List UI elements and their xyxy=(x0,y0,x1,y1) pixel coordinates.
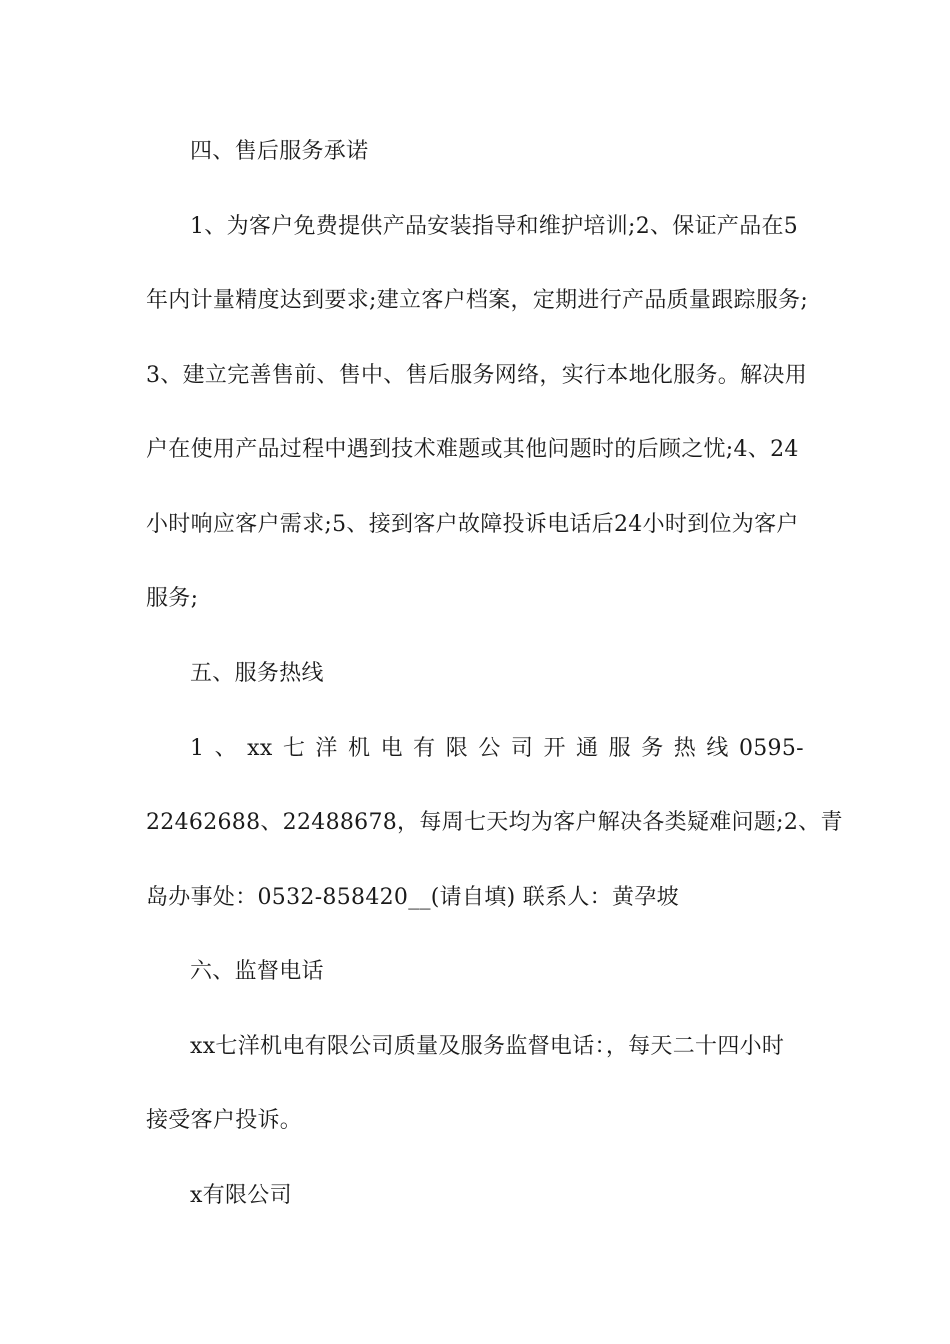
word: 、 xyxy=(214,736,237,761)
word: 电 xyxy=(380,736,403,761)
section-heading-supervision: 六、监督电话 xyxy=(190,959,324,984)
paragraph-line: 22462688、22488678，每周七天均为客户解决各类疑难问题;2、青 xyxy=(146,810,843,835)
paragraph-line: 户在使用产品过程中遇到技术难题或其他问题时的后顾之忧;4、24 xyxy=(146,437,799,462)
word: 线 xyxy=(706,736,729,761)
paragraph-line: 小时响应客户需求;5、接到客户故障投诉电话后24小时到位为客户 xyxy=(146,512,799,537)
word: 司 xyxy=(510,736,534,761)
paragraph-line: 岛办事处：0532-858420__(请自填) 联系人：黄孕坡 xyxy=(146,885,679,910)
word: 开 xyxy=(543,736,566,761)
word: 洋 xyxy=(315,736,338,761)
word: 通 xyxy=(576,736,599,761)
hotline-justified-line xyxy=(190,734,804,764)
paragraph-line: 1、为客户免费提供产品安装指导和维护培训;2、保证产品在5 xyxy=(190,214,799,239)
word: 有 xyxy=(413,736,436,761)
word: 0595- xyxy=(738,736,804,761)
word: 热 xyxy=(673,736,697,761)
word: 限 xyxy=(445,736,469,761)
paragraph-line: 年内计量精度达到要求;建立客户档案，定期进行产品质量跟踪服务; xyxy=(146,288,809,313)
paragraph-line: 接受客户投诉。 xyxy=(146,1108,303,1133)
word: 机 xyxy=(348,736,371,761)
word: 务 xyxy=(641,736,664,761)
paragraph-line: xx七洋机电有限公司质量及服务监督电话：，每天二十四小时 xyxy=(190,1034,785,1059)
word: 服 xyxy=(608,736,631,761)
section-heading-after-sales: 四、售后服务承诺 xyxy=(190,139,369,164)
word: 1 xyxy=(190,736,205,761)
paragraph-line: 3、建立完善售前、售中、售后服务网络，实行本地化服务。解决用 xyxy=(146,363,807,388)
word: 公 xyxy=(478,736,501,761)
company-signature: x有限公司 xyxy=(190,1183,292,1208)
word: xx xyxy=(247,736,273,761)
word: 七 xyxy=(282,736,306,761)
paragraph-line: 服务; xyxy=(146,586,199,611)
section-heading-hotline: 五、服务热线 xyxy=(190,661,324,686)
